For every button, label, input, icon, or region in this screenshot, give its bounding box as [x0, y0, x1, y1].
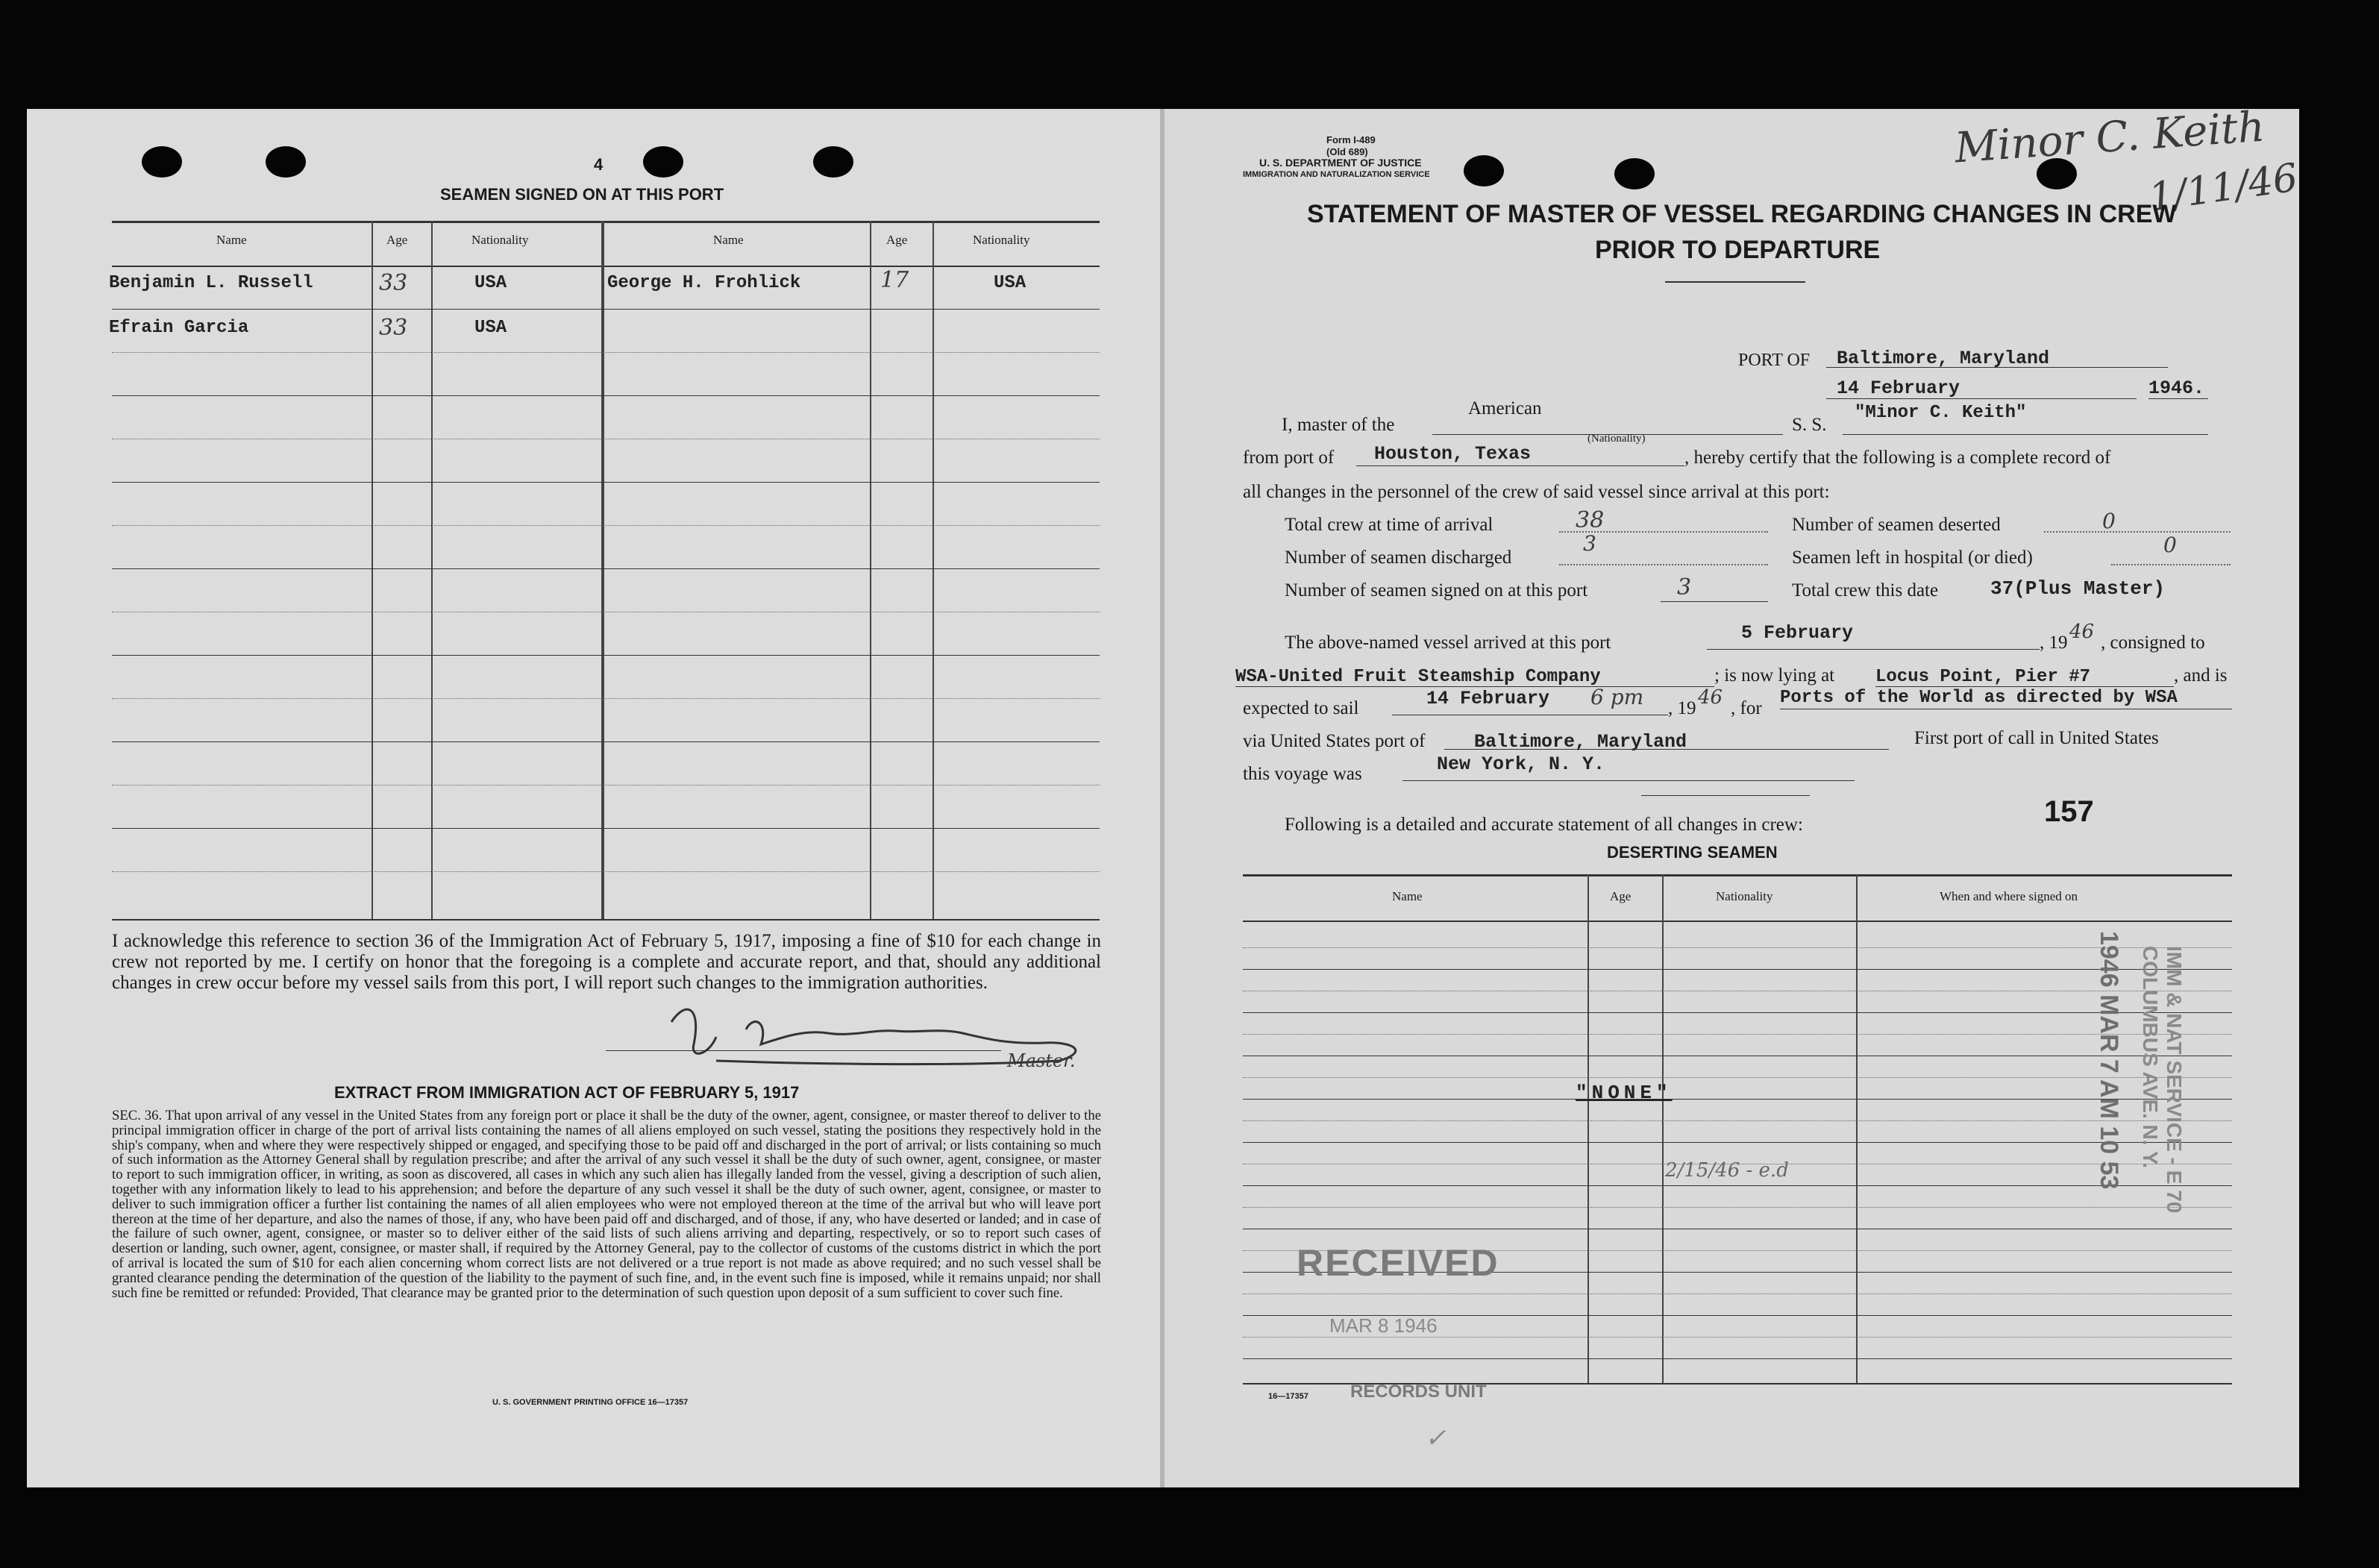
seaman-name: Efrain Garcia	[109, 318, 249, 338]
desert-row-line	[1243, 1142, 2232, 1143]
seaman-age: 17	[880, 267, 909, 293]
none-entry: "NONE"	[1576, 1082, 1673, 1104]
form-title-line1: STATEMENT OF MASTER OF VESSEL REGARDING CHANGES IN CREW	[1307, 200, 2177, 228]
hospital-value: 0	[2163, 533, 2177, 557]
table-row-line	[112, 309, 1100, 310]
and-is-text: , and is	[2174, 665, 2228, 686]
received-date-stamp: MAR 8 1946	[1329, 1314, 1438, 1337]
arrived-date: 5 February	[1741, 622, 1854, 644]
table-row-line	[112, 741, 1100, 742]
table-row-line	[112, 871, 1100, 872]
service: IMMIGRATION AND NATURALIZATION SERVICE	[1243, 170, 1430, 179]
extract-title: EXTRACT FROM IMMIGRATION ACT OF FEBRUARY 5, 1917	[334, 1083, 800, 1102]
desert-row-line	[1243, 1034, 2232, 1035]
consigned-text: , consigned to	[2101, 633, 2205, 653]
punch-hole	[1614, 158, 1655, 189]
sail-date: 14 February	[1426, 688, 1550, 709]
signed-on-label: Number of seamen signed on at this port	[1285, 580, 1588, 600]
punch-hole	[643, 146, 683, 178]
check-mark: ✓	[1425, 1423, 1446, 1453]
discharged-label: Number of seamen discharged	[1285, 548, 1512, 568]
vessel-name-value: "Minor C. Keith"	[1855, 403, 2027, 423]
desert-row-line	[1243, 1185, 2232, 1186]
nationality-label: (Nationality)	[1587, 433, 1646, 445]
deserted-label: Number of seamen deserted	[1792, 515, 2001, 535]
records-unit-stamp: RECORDS UNIT	[1350, 1382, 1487, 1402]
seaman-nationality: USA	[474, 273, 507, 293]
desert-row-line	[1243, 969, 2232, 970]
table-row-line	[112, 482, 1100, 483]
col-header-nationality: Nationality	[471, 233, 529, 247]
sail-year-prefix: , 19	[1668, 698, 1696, 718]
date-stamp: 1946 MAR 7 AM 10 53	[2095, 931, 2123, 1190]
signed-on-value: 3	[1677, 574, 1692, 600]
acknowledgement-text: I acknowledge this reference to section 36 of the Immigration Act of February 5, 1917, imposing a fine of $10 for each change in crew not reported by me. I certify on honor that the foregoing is a complete and accurate report, and that, should any additional changes in crew occur before my vessel sails from this port, I will report such changes to the immigration authorities.	[112, 931, 1101, 993]
seaman-name: George H. Frohlick	[607, 273, 801, 293]
total-crew-date-label: Total crew this date	[1792, 580, 1939, 600]
punch-hole	[266, 146, 306, 178]
form-title-line2: PRIOR TO DEPARTURE	[1595, 236, 1881, 264]
total-crew-arrival-label: Total crew at time of arrival	[1285, 515, 1493, 535]
desert-row-line	[1243, 1099, 2232, 1100]
table-row-line	[112, 568, 1100, 569]
desert-col-nationality: Nationality	[1716, 889, 1773, 903]
date-value: 14 February	[1837, 377, 1960, 399]
first-port-text: First port of call in United States	[1914, 728, 2159, 748]
ss-label: S. S.	[1792, 415, 1827, 435]
desert-row-line	[1243, 1120, 2232, 1121]
table-row-line	[112, 395, 1100, 396]
master-label: Master.	[1007, 1050, 1076, 1071]
discharged-value: 3	[1583, 531, 1596, 556]
arrived-year: 46	[2069, 621, 2095, 643]
nationality-value: American	[1468, 398, 1542, 418]
right-printer-note: 16—17357	[1268, 1392, 1308, 1401]
desert-col-age: Age	[1610, 889, 1632, 903]
handwritten-vessel-name: Minor C. Keith	[1953, 102, 2266, 173]
seaman-nationality: USA	[474, 318, 507, 338]
office-stamp: IMM & NAT SERVICE - E 70 COLUMBUS AVE. N. Y.	[2139, 946, 2186, 1214]
table-row-line	[112, 828, 1100, 829]
punch-hole	[813, 146, 853, 178]
desert-row-line	[1243, 1293, 2232, 1294]
seaman-age: 33	[379, 270, 408, 296]
form-id: Form I-489	[1326, 134, 1376, 145]
via-text: via United States port of	[1243, 731, 1426, 751]
master-of-label: I, master of the	[1282, 415, 1395, 435]
hospital-label: Seamen left in hospital (or died)	[1792, 548, 2033, 568]
reference-number: 157	[2044, 795, 2094, 828]
desert-row-line	[1243, 1358, 2232, 1359]
seaman-nationality: USA	[994, 273, 1026, 293]
col-header-name: Name	[216, 233, 247, 247]
table-row-line	[112, 352, 1100, 353]
desert-row-line	[1243, 1012, 2232, 1013]
for-text: , for	[1731, 698, 1762, 718]
handwritten-date: 1/11/46	[2146, 155, 2301, 221]
total-crew-arrival-value: 38	[1576, 507, 1605, 533]
port-label: PORT OF	[1738, 351, 1811, 370]
year-value: 1946.	[2148, 377, 2205, 399]
desert-col-when-where: When and where signed on	[1940, 889, 2078, 903]
table-row-line	[112, 655, 1100, 656]
all-changes-text: all changes in the personnel of the crew of said vessel since arrival at this port:	[1243, 482, 1830, 502]
department: U. S. DEPARTMENT OF JUSTICE	[1259, 157, 1422, 169]
seaman-name: Benjamin L. Russell	[109, 273, 313, 293]
received-stamp: RECEIVED	[1297, 1242, 1499, 1284]
voyage-text: this voyage was	[1243, 764, 1362, 784]
deserted-value: 0	[2102, 509, 2116, 533]
desert-col-name: Name	[1392, 889, 1423, 903]
sail-year: 46	[1698, 686, 1723, 709]
desert-row-line	[1243, 947, 2232, 948]
section-title: SEAMEN SIGNED ON AT THIS PORT	[440, 185, 724, 204]
following-text: Following is a detailed and accurate statement of all changes in crew:	[1285, 815, 1803, 835]
col-header-age: Age	[886, 233, 908, 247]
printer-note: U. S. GOVERNMENT PRINTING OFFICE 16—17357	[492, 1398, 689, 1407]
desert-row-line	[1243, 1077, 2232, 1078]
consignee-value: WSA-United Fruit Steamship Company	[1235, 667, 1601, 687]
total-crew-date-value: 37(Plus Master)	[1990, 577, 2166, 600]
col-header-age: Age	[386, 233, 408, 247]
expected-text: expected to sail	[1243, 698, 1359, 718]
arrived-year-prefix: , 19	[2040, 633, 2068, 653]
arrived-text: The above-named vessel arrived at this port	[1285, 633, 1611, 653]
form-old: (Old 689)	[1326, 146, 1368, 157]
extract-text: SEC. 36. That upon arrival of any vessel in the United States from any foreign port or place it shall be the duty of the owner, agent, consignee, or master thereof to deliver to the principal immigration officer in charge of the port of arrival lists containing the names of all aliens employed on such vessel, stating the positions they respectively hold in the ship's company, when and where they were respectively shipped or engaged, and specifying those to be paid off and discharged in the port of arrival; or lists containing so much of such information as the Attorney General shall by regulation prescribe; and after the arrival of any such vessel it shall be the duty of such owner, agent, consignee, or master to report to such immigration officer, in writing, as soon as discovered, all cases in which any such alien has illegally landed from the vessel, giving a description of such alien, together with any information likely to lead to his apprehension; and before the departure of any such vessel it shall be the duty of such owner, agent, consignee, or master to deliver to such immigration officer a further list containing the names of all alien employees who were not employed thereon at the time of the arrival but who will leave port thereon at the time of her departure, and also the names of those, if any, who have been paid off and discharged, and of those, if any, who have deserted or landed; and in case of the failure of such owner, agent, consignee, or master so to deliver either of the said lists of such aliens arriving and departing, respectively, or so to report such cases of desertion or landing, such owner, agent, consignee, or master shall, if required by the Attorney General, pay to the collector of customs of the customs district in which the port of arrival is located the sum of $10 for each alien concerning whom correct lists are not delivered or a true report is not made as above required; and no such vessel shall be granted clearance pending the determination of the question of the liability to the payment of such fine, and, in the event such fine is imposed, while it remains unpaid; nor shall such fine be remitted or refunded: Provided, That clearance may be granted prior to the determination of such question upon deposit of a sum sufficient to cover such fine.	[112, 1108, 1101, 1301]
certify-text: , hereby certify that the following is a complete record of	[1684, 448, 2111, 468]
destination-value: Ports of the World as directed by WSA	[1780, 688, 2178, 708]
seaman-age: 33	[379, 315, 408, 341]
from-port-label: from port of	[1243, 448, 1335, 468]
from-port-value: Houston, Texas	[1374, 443, 1532, 465]
port-value: Baltimore, Maryland	[1837, 348, 2050, 369]
deserting-title: DESERTING SEAMEN	[1607, 843, 1778, 862]
sail-time: 6 pm	[1590, 685, 1644, 709]
lying-text: ; is now lying at	[1714, 665, 1835, 686]
desert-row-line	[1243, 1207, 2232, 1208]
table-row-line	[112, 698, 1100, 699]
page-fold	[1160, 109, 1165, 1487]
col-header-nationality: Nationality	[973, 233, 1030, 247]
first-port-value: New York, N. Y.	[1437, 753, 1605, 775]
punch-hole	[142, 146, 182, 178]
punch-hole	[1464, 155, 1504, 186]
via-port-value: Baltimore, Maryland	[1474, 731, 1687, 753]
col-header-name: Name	[713, 233, 744, 247]
handwritten-initials: 2/15/46 - e.d	[1665, 1159, 1789, 1182]
page-number: 4	[594, 155, 604, 174]
lying-at-value: Locus Point, Pier #7	[1875, 667, 2091, 687]
table-row-line	[112, 525, 1100, 526]
